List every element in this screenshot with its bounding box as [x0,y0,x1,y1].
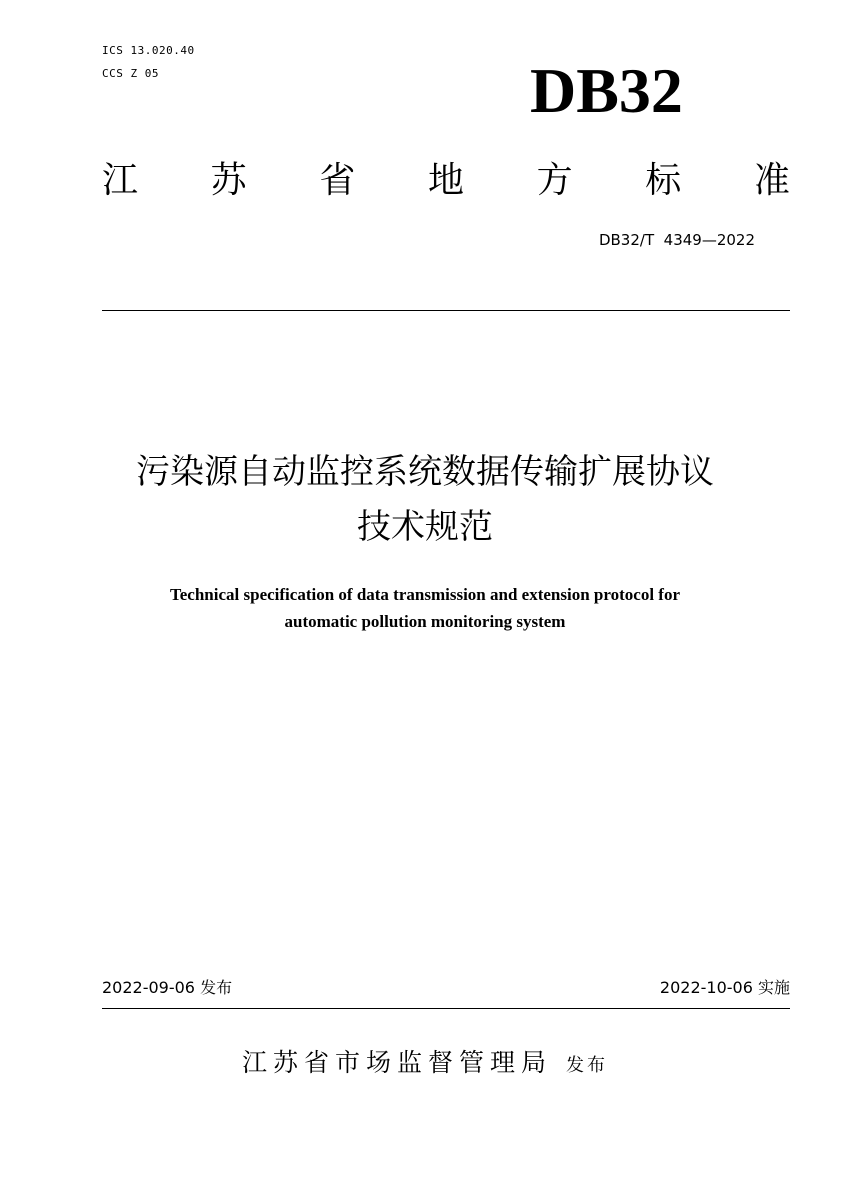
english-title-line-2: automatic pollution monitoring system [284,612,566,631]
english-title-line-1: Technical specification of data transmission and extension protocol for [169,585,680,604]
chinese-title-line-1: 污染源自动监控系统数据传输扩展协议 [136,452,714,492]
db32-logo: DB32 [530,55,683,126]
standard-number: DB32/T 4349—2022 [598,231,755,249]
standard-type-title [102,156,790,206]
standard-type-char: 准 [753,160,790,201]
issue-date: 2022-09-06 发布 [102,978,233,997]
standard-type-char: 江 [102,160,139,201]
chinese-title-line-2: 技术规范 [357,507,493,547]
implementation-date: 2022-10-06 实施 [659,978,790,997]
issuer-name: 江苏省市场监督管理局 [241,1048,552,1077]
standard-type-char: 标 [645,160,682,201]
issuer-line [0,1043,850,1086]
standard-type-char: 地 [427,160,464,201]
issuer-suffix: 发布 [566,1055,608,1076]
bottom-divider [102,1008,790,1009]
standard-type-char: 苏 [210,160,247,201]
standard-type-char: 方 [536,160,573,201]
top-divider [102,310,790,311]
standard-type-char: 省 [319,160,356,201]
ics-code: ICS 13.020.40 [102,44,195,57]
ccs-code: CCS Z 05 [102,67,159,80]
